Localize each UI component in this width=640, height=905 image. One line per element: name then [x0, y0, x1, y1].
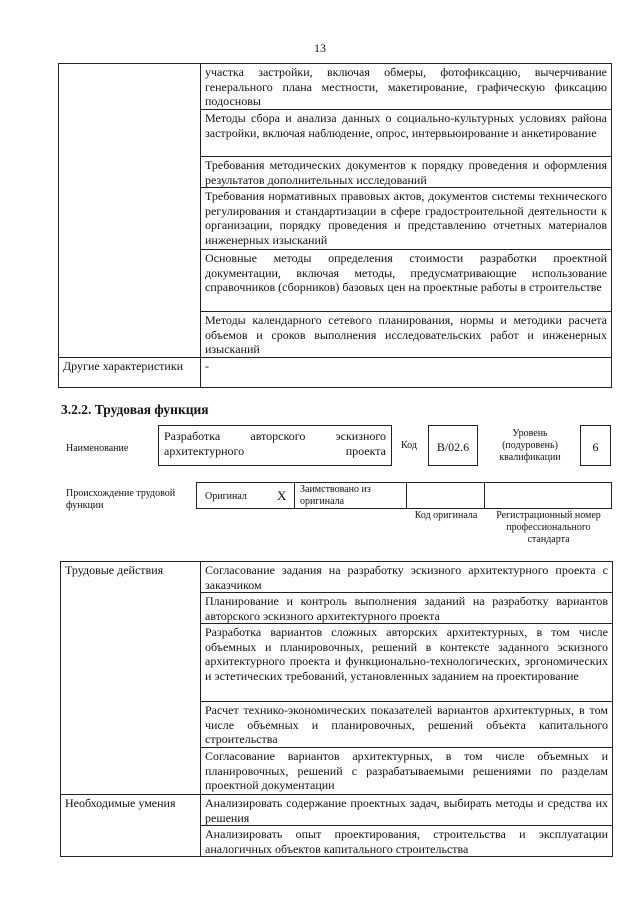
requirement-cell: участка застройки, включая обмеры, фотофиксацию, вычерчивание генерального плана местности, макетирование, графическую фиксацию подосновы [201, 64, 612, 110]
function-name-value: Разработка авторского эскизного архитектурного проекта [164, 429, 386, 458]
skill-cell: Анализировать опыт проектирования, строительства и эксплуатации аналогичных объектов капитального строительства [201, 826, 613, 857]
group-label-cell: Необходимые умения [61, 795, 201, 857]
labor-function-table [60, 561, 613, 857]
group-label-cell: Трудовые действия [61, 562, 201, 795]
action-cell: Согласование вариантов архитектурных, в том числе объемных и планировочных, решений с разрабатываемыми решениями по разделам проектной документации [201, 748, 613, 795]
reg-caption: Регистрационный номер профессионального стандарта [496, 510, 601, 545]
code-label: Код [401, 440, 417, 451]
requirement-cell: - [201, 357, 612, 387]
section-heading: 3.2.2. Трудовая функция [61, 402, 209, 417]
action-cell: Согласование задания на разработку эскизного архитектурного проекта с заказчиком [201, 562, 613, 593]
level-label: Уровень (подуровень) квалификации [499, 428, 561, 463]
action-cell: Планирование и контроль выполнения заданий на разработку вариантов авторского эскизного архитектурного проекта [201, 593, 613, 624]
origin-label: Происхождение трудовой функции [66, 488, 176, 511]
page-number: 13 [314, 41, 326, 55]
divider [294, 483, 295, 508]
divider [406, 483, 407, 508]
table-row [59, 357, 612, 387]
original-label: Оригинал [205, 491, 247, 502]
table-row [59, 64, 612, 110]
row-label-cell [59, 64, 201, 358]
action-cell: Разработка вариантов сложных авторских архитектурных, в том числе объемных и планировочных, решений в контексте заданного эскизного архитектурного проекта и функционально-технологических, эргономических и эстетических требований, установленных заданием на проектирование [201, 624, 613, 702]
table-row [61, 562, 613, 593]
requirement-cell: Основные методы определения стоимости разработки проектной документации, включая методы, предусматривающие использование справочников (сборников) базовых цен на проектные работы в строительстве [201, 250, 612, 312]
code-value: B/02.6 [436, 440, 470, 454]
action-cell: Расчет технико-экономических показателей вариантов архитектурных, в том числе объемных и планировочных, решений объекта капитального строительства [201, 702, 613, 748]
row-label-cell: Другие характеристики [59, 357, 201, 387]
requirement-cell: Требования методических документов к порядку проведения и оформления результатов дополнительных исследований [201, 157, 612, 188]
requirement-cell: Требования нормативных правовых актов, документов системы технического регулирования и стандартизации в сфере градостроительной деятельности к организации, порядку проведения и представлению отчетных материалов инженерных изысканий [201, 188, 612, 250]
requirement-cell: Методы календарного сетевого планирования, нормы и методики расчета объемов и сроков выполнения исследовательских работ и инженерных изысканий [201, 312, 612, 358]
table-row [61, 795, 613, 826]
requirement-cell: Методы сбора и анализа данных о социально-культурных условиях района застройки, включая наблюдение, опрос, интервьюирование и анкетирование [201, 110, 612, 157]
skill-cell: Анализировать содержание проектных задач, выбирать методы и средства их решения [201, 795, 613, 826]
level-value-box [580, 425, 611, 466]
level-value: 6 [592, 440, 599, 454]
origin-box [196, 482, 612, 509]
name-label: Наименование [66, 443, 129, 454]
function-name-box [158, 425, 392, 466]
code-value-box [428, 425, 478, 466]
knowledge-table [58, 63, 612, 388]
original-mark: X [277, 488, 287, 503]
divider [484, 483, 485, 508]
borrowed-label: Заимствовано из оригинала [300, 484, 371, 507]
code-caption: Код оригинала [414, 510, 478, 521]
